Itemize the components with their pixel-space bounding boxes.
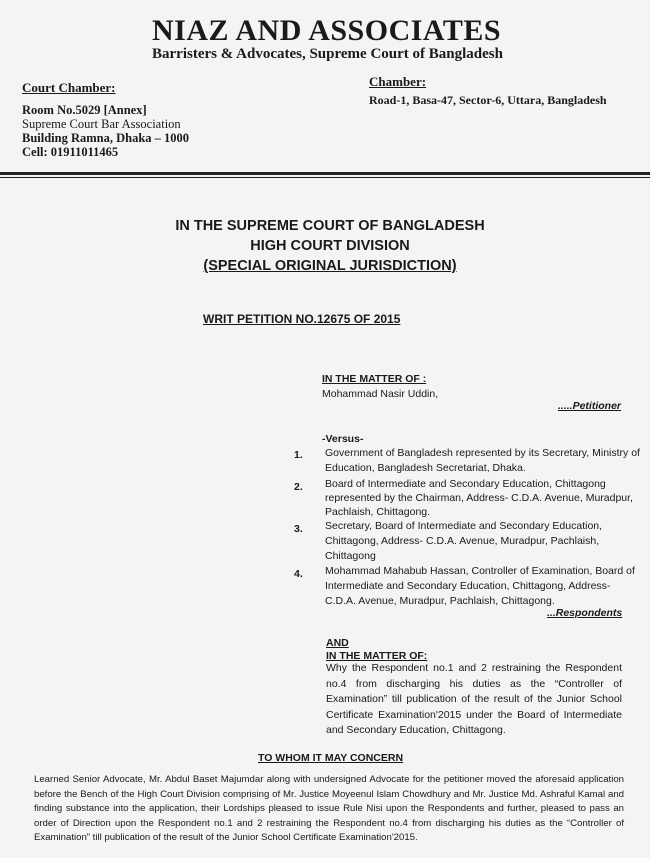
- respondent-line: represented by the Chairman, Address- C.D.A. Avenue, Muradpur,: [325, 492, 633, 504]
- matter-heading: IN THE MATTER OF :: [322, 373, 427, 385]
- court-chamber-line: Room No.5029 [Annex]: [22, 103, 147, 117]
- respondent-number: 1.: [294, 449, 303, 461]
- writ-title: WRIT PETITION NO.12675 OF 2015: [203, 312, 401, 326]
- firm-subtitle: Barristers & Advocates, Supreme Court of Bangladesh: [152, 46, 503, 62]
- chamber-address: Road-1, Basa-47, Sector-6, Uttara, Bangladesh: [369, 93, 607, 107]
- respondent-line: Government of Bangladesh represented by its Secretary, Ministry of: [325, 447, 640, 459]
- header-rule-thin: [0, 177, 650, 178]
- respondent-line: Board of Intermediate and Secondary Education, Chittagong: [325, 478, 606, 490]
- court-chamber-line: Building Ramna, Dhaka – 1000: [22, 131, 190, 145]
- respondent-line: Pachlaish, Chittagong.: [325, 506, 431, 518]
- concern-heading: TO WHOM IT MAY CONCERN: [258, 752, 404, 764]
- court-chamber-line: Cell: 01911011465: [22, 145, 119, 159]
- court-division: HIGH COURT DIVISION: [250, 238, 410, 254]
- header-rule: [0, 172, 650, 175]
- court-jurisdiction: (SPECIAL ORIGINAL JURISDICTION): [203, 258, 457, 274]
- versus: -Versus-: [322, 433, 364, 445]
- matter-heading-2: IN THE MATTER OF:: [326, 650, 428, 662]
- respondent-number: 2.: [294, 481, 303, 493]
- firm-name: NIAZ AND ASSOCIATES: [152, 14, 502, 47]
- respondent-number: 4.: [294, 568, 303, 580]
- respondent-line: Chittagong: [325, 550, 376, 562]
- respondent-number: 3.: [294, 523, 303, 535]
- court-title: IN THE SUPREME COURT OF BANGLADESH: [175, 218, 485, 234]
- petitioner-name: Mohammad Nasir Uddin,: [322, 388, 439, 400]
- chamber-heading: Chamber:: [369, 74, 427, 89]
- respondents-label: ...Respondents: [547, 607, 623, 619]
- petitioner-label: .....Petitioner: [558, 400, 622, 412]
- respondent-line: Chittagong, Address- C.D.A. Avenue, Muradpur, Pachlaish,: [325, 535, 600, 547]
- concern-body: Learned Senior Advocate, Mr. Abdul Baset Majumdar along with undersigned Advocate for the petitioner moved the aforesaid application before the Bench of the High Court Division comprising of Mr. Justice Moyeenul Islam Chowdhury and Mr. Justice Md. Ashraful Kamal and finding substance into the application, their Lordships pleased to issue Rule Nisi upon the Respondents and further, pleased to pass an order of Direction upon the Respondent no.1 and 2 restraining the Respondent no.4 from discharging his duties as the “Controller of Examination” till publication of the result of the Junior School Certificate Examination'2015.: [34, 774, 624, 843]
- court-chamber-line: Supreme Court Bar Association: [22, 117, 181, 131]
- and-heading: AND: [326, 637, 349, 649]
- respondent-line: Secretary, Board of Intermediate and Secondary Education,: [325, 520, 603, 532]
- court-chamber-heading: Court Chamber:: [22, 80, 116, 95]
- respondent-line: C.D.A. Avenue, Muradpur, Pachlaish, Chittagong.: [325, 595, 555, 607]
- respondent-line: Intermediate and Secondary Education, Chittagong, Address-: [325, 580, 611, 592]
- respondent-line: Education, Bangladesh Secretariat, Dhaka.: [325, 462, 526, 474]
- respondent-line: Mohammad Mahabub Hassan, Controller of Examination, Board of: [325, 565, 635, 577]
- matter-text: Why the Respondent no.1 and 2 restraining the Respondent no.4 from discharging his duties as the “Controller of Examination” till publication of the result of the Junior School Certificate Examination'2015 under the Board of Intermediate and Secondary Education, Chittagong.: [326, 662, 622, 736]
